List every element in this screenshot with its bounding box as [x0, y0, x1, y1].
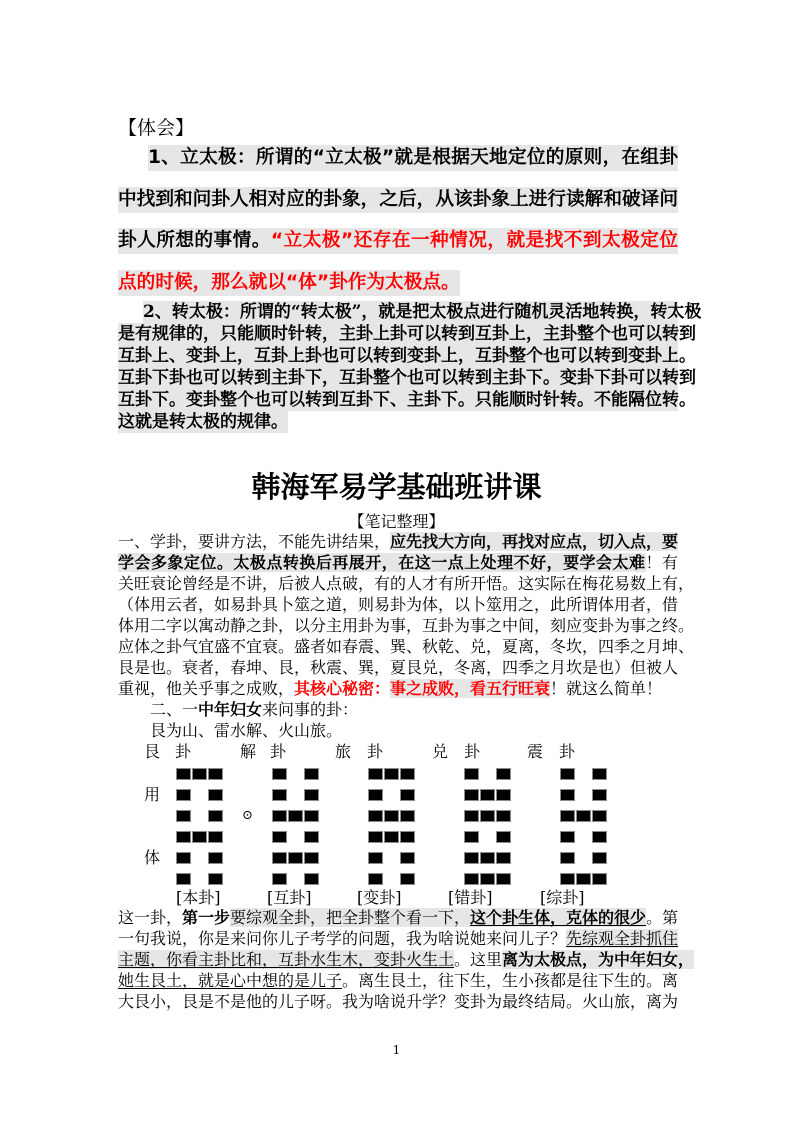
- point1-line-4: [118, 270, 678, 296]
- yao-line: [560, 768, 607, 780]
- page-number: 1: [392, 1043, 401, 1057]
- yao-line: [560, 852, 607, 864]
- page-title: 韩海军易学基础班讲课: [251, 470, 542, 504]
- yao-line: [176, 831, 223, 843]
- point1-line-2: [118, 187, 678, 213]
- yao-line: [368, 768, 415, 780]
- text-run: 来问事的卦：: [262, 700, 359, 719]
- yao-line: [560, 789, 607, 801]
- point2-line-1: [143, 301, 702, 323]
- case-intro-line: [150, 699, 678, 720]
- notes-line-8: [118, 678, 678, 699]
- text-run: 艮是也。衰者，春坤、艮，秋震、巽，夏艮兑，冬离，四季之月坎是也）但被人: [118, 658, 679, 677]
- yao-line: [368, 873, 415, 885]
- notes-line-1: [118, 531, 678, 552]
- point1-line-1: [148, 145, 678, 171]
- yao-line: [176, 768, 223, 780]
- yong-label: 用: [144, 785, 161, 804]
- underline-highlight-text: 先综观全卦抓住: [566, 929, 679, 948]
- yao-line: [560, 873, 607, 885]
- case-hexagram-names: 艮为山、雷水解、火山旅。: [150, 721, 343, 740]
- text-run: 2、转太极：所谓的“转太极”，就是把太极点进行随机灵活地转换，转太极: [143, 302, 702, 322]
- notes-line-3: [118, 573, 695, 594]
- page-subtitle: 【笔记整理】: [348, 512, 445, 531]
- ti-label: 体: [144, 848, 161, 867]
- notes-line-2: [118, 552, 678, 573]
- hexagram-gen: [176, 768, 223, 894]
- bold-underline-highlight-text: 这个卦生体，克体的很少: [470, 908, 647, 927]
- yao-line: [272, 852, 319, 864]
- hexagram-header-label: 旅: [335, 742, 352, 761]
- yao-line: [560, 810, 607, 822]
- analysis-line-4: [118, 970, 678, 991]
- hexagram-header-label: 卦: [175, 742, 192, 761]
- hexagram-header-label: 震: [527, 742, 544, 761]
- hexagram-zhen: [560, 768, 607, 894]
- section-heading-tihui: 【体会】: [118, 117, 195, 139]
- yao-line: [464, 852, 511, 864]
- text-run: 卦人所想的事情。: [118, 230, 271, 251]
- text-run: 。这里: [454, 950, 503, 969]
- notes-line-4: [118, 594, 678, 615]
- bold-highlight-text: 离为太极点，为中年妇女，: [502, 950, 695, 969]
- bold-highlight-text: 学会多象定位。太极点转换后再展开，在这一点上处理不好，要学会太难: [118, 553, 646, 572]
- hexagram-header-label: 卦: [367, 742, 384, 761]
- bold-text: 第一步: [182, 908, 231, 927]
- yao-line: [368, 852, 415, 864]
- yao-line: [464, 810, 511, 822]
- yao-line: [560, 831, 607, 843]
- yao-line: [176, 873, 223, 885]
- hexagram-caption: [本卦]: [176, 888, 221, 907]
- point1-line-3: [118, 228, 678, 254]
- analysis-line-1: [118, 907, 678, 928]
- notes-line-6: [118, 636, 695, 657]
- hexagram-header-label: 艮: [144, 742, 161, 761]
- text-run: 。第: [646, 908, 679, 927]
- red-bold-text: 其核心秘密：: [294, 679, 391, 698]
- notes-line-7: [118, 657, 678, 678]
- hexagram-header-label: 卦: [464, 742, 481, 761]
- yao-line: [176, 852, 223, 864]
- bold-highlight-text: 应先找大方向，再找对应点，切入点，要: [390, 532, 679, 551]
- text-run: 。离生艮土，往下生，生小孩都是往下生的。离: [342, 971, 679, 990]
- text-run: 应体之卦气宜盛不宜衰。盛者如春震、巽、秋乾、兑，夏离，冬坎，四季之月坤、: [118, 637, 695, 656]
- hexagram-caption: [互卦]: [267, 888, 312, 907]
- red-emphasis-text: “立太极”还存在一种情况，就是找不到太极定位: [270, 230, 679, 251]
- yao-line: [368, 831, 415, 843]
- yao-line: [368, 789, 415, 801]
- point2-line-3: [118, 345, 696, 367]
- text-run: 一句我说，你是来问你儿子考学的问题，我为啥说她来问儿子？: [118, 929, 567, 948]
- hexagram-header-label: 卦: [559, 742, 576, 761]
- hexagram-caption: [错卦]: [448, 888, 493, 907]
- text-run: 重视，他关乎事之成败，: [118, 679, 295, 698]
- text-run: 互卦上、变卦上，互卦上卦也可以转到变卦上，互卦整个也可以转到变卦上。: [118, 346, 696, 366]
- analysis-line-2: [118, 928, 678, 949]
- text-run: 互卦下卦也可以转到主卦下，互卦整个也可以转到主卦下。变卦下卦可以转到: [118, 368, 696, 388]
- notes-line-5: [118, 615, 695, 636]
- text-run: ！有: [645, 553, 678, 572]
- text-run: 这一卦，: [118, 908, 183, 927]
- hexagram-lv: [368, 768, 415, 894]
- yao-line: [368, 810, 415, 822]
- text-run: 中找到和问卦人相对应的卦象，之后，从该卦象上进行读解和破译问: [118, 189, 678, 210]
- analysis-line-3: [118, 949, 695, 970]
- point2-line-4: [118, 367, 696, 389]
- text-run: 一、学卦，要讲方法，不能先讲结果，: [118, 532, 391, 551]
- point2-line-2: [118, 323, 696, 345]
- yao-line: [272, 768, 319, 780]
- yao-line: [176, 789, 223, 801]
- highlight-text: 要综观全卦，把全卦整个看一下，: [230, 908, 471, 927]
- text-run: （体用云者，如易卦具卜筮之道，则易卦为体，以卜筮用之，此所谓体用者，借: [118, 595, 679, 614]
- yao-line: [272, 831, 319, 843]
- text-run: 关旺衰论曾经是不讲，后被人点破，有的人才有所开悟。这实际在梅花易数上有，: [118, 574, 695, 593]
- yao-line: [272, 789, 319, 801]
- hexagram-dui: [464, 768, 511, 894]
- point2-line-5: [118, 389, 696, 411]
- text-run: 互卦下。变卦整个也可以转到互卦下、主卦下。只能顺时针转。不能隔位转。: [118, 390, 696, 410]
- hexagram-jie: [272, 768, 319, 894]
- red-bold-highlight-text: 事之成败，看五行旺衰: [390, 679, 551, 698]
- text-run: 1、立太极：所谓的“立太极”就是根据天地定位的原则，在组卦: [148, 147, 678, 168]
- hexagram-header-label: 兑: [432, 742, 449, 761]
- yao-line: [176, 810, 223, 822]
- text-run: 二、一: [150, 700, 199, 719]
- hexagram-header-label: 卦: [270, 742, 287, 761]
- text-run: 体用二字以寓动静之卦，以分主用卦为事，互卦为事之中间，刻应变卦为事之终。: [118, 616, 695, 635]
- underline-text: 她生艮土，就是心中想的是儿子: [118, 971, 343, 990]
- analysis-line-5: [118, 991, 678, 1012]
- yao-line: [464, 768, 511, 780]
- text-run: 大艮小，艮是不是他的儿子呀。我为啥说升学？变卦为最终结局。火山旅，离为: [118, 992, 679, 1011]
- text-run: ！就这么简单！: [550, 679, 663, 698]
- yao-line: [464, 873, 511, 885]
- text-run: 是有规律的，只能顺时针转，主卦上卦可以转到互卦上，主卦整个也可以转到: [118, 324, 696, 344]
- hexagram-header-label: 解: [240, 742, 257, 761]
- moving-line-marker-icon: ⊙: [242, 808, 253, 823]
- red-emphasis-text: 点的时候，那么就以“体”卦作为太极点。: [118, 270, 460, 296]
- yao-line: [464, 789, 511, 801]
- text-run: 这就是转太极的规律。: [118, 412, 288, 432]
- yao-line: [272, 873, 319, 885]
- bold-text: 中年妇女: [198, 700, 263, 719]
- hexagram-caption: [变卦]: [357, 888, 402, 907]
- yao-line: [272, 810, 319, 822]
- hexagram-caption: [综卦]: [540, 888, 585, 907]
- point2-line-6: [118, 411, 678, 433]
- underline-highlight-text: 主题，你看主卦比和，互卦水生木，变卦火生土: [118, 950, 455, 969]
- yao-line: [464, 831, 511, 843]
